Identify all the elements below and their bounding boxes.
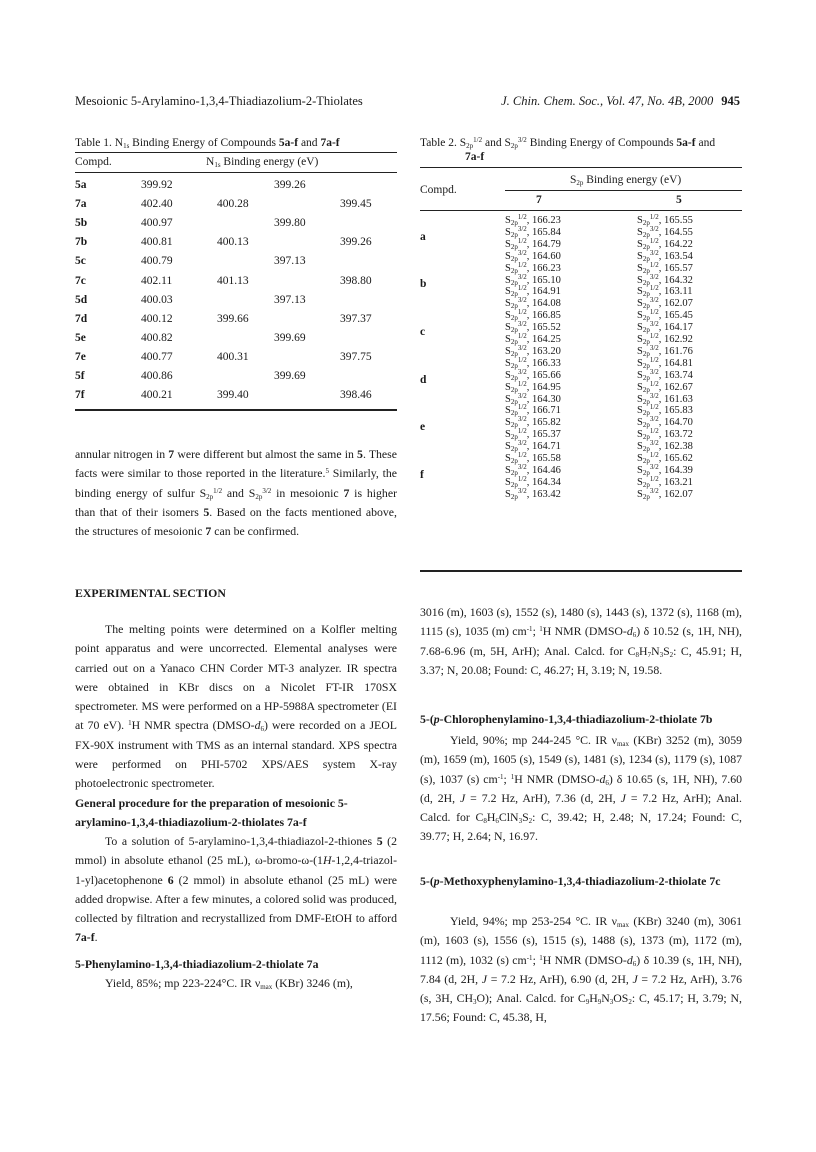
sulfur-binding-energy: $S_{2p}^{3/2}$, 164.32 <box>637 272 693 287</box>
sulfur-binding-energy: $S_{2p}^{1/2}$, 163.11 <box>637 284 693 299</box>
sulfur-binding-energy: $S_{2p}^{1/2}$, 165.37 <box>505 427 561 442</box>
sulfur-binding-energy: $S_{2p}^{3/2}$, 164.39 <box>637 462 693 477</box>
sulfur-binding-energy: $S_{2p}^{1/2}$, 165.58 <box>505 451 561 465</box>
col-header-subscript: 2p <box>576 179 584 187</box>
paragraph-general <box>75 832 397 948</box>
caption-compound: 7a-f <box>465 151 485 163</box>
paragraph-annular: annular nitrogen in 7 were different but almost the same in 5. These facts were similar to those reported in the literature.$^5$ Similarly, the binding energy of sulfur $S_{2p}^{1/2}$ and $S_{2p}^{3/2}$ in mesoionic 7 is higher than that of their isomers 5. Based on the facts mentioned above, the structures of mesoionic 7 can be confirmed. <box>75 447 397 539</box>
sulfur-binding-energy: $S_{2p}^{1/2}$, 165.55 <box>637 213 693 227</box>
binding-energy-value: 399.26 <box>274 179 306 191</box>
sulfur-binding-energy: $S_{2p}^{3/2}$, 164.17 <box>637 320 693 335</box>
caption-text: Binding Energy of Compounds <box>129 137 279 149</box>
paragraph-methods-text: The melting points were determined on a Kolfler melting point apparatus and were uncorrected. Elemental analyses were carried out on a Yanaco CHN Corder MT-3 analyzer. IR spectra were obtained in KBr discs on a Nicolet FT-IR 170SX spectrometer. MS were performed on a HP-5988A spectrometer (EI at 70 eV). $^1$H NMR spectra $(DMSO-d_6)$ were recorded on a JEOL FX-90X instrument with TMS as an internal standard. XPS spectra were performed on PHI-5702 XPS/AES system X-ray photoelectronic spectrometer. <box>75 622 397 791</box>
table1-row <box>75 255 397 271</box>
binding-energy-value: 397.13 <box>274 255 306 268</box>
sulfur-binding-energy: $S_{2p}^{1/2}$, 166.85 <box>505 308 561 323</box>
caption-compound: 7a-f <box>320 137 340 149</box>
table1-header-rule <box>75 172 397 173</box>
paragraph-7c-text: Yield, 94%; mp 253-254 °C. IR $\nu_{max}$ (KBr) 3240 (m), 3061 (m), 1603 (s), 1556 (s), 1515 (s), 1488 (s), 1373 (m), 1172 (m), 1112 (m), 1032 (s) $cm^{-1}$; $^1$H NMR $(DMSO-d_6)$ δ 10.39 (s, 1H, NH), 7.84 (d, 2H, J = 7.2 Hz, ArH), 6.90 (d, 2H, J = 7.2 Hz, ArH), 3.76 (s, 3H, $CH_3O$); Anal. Calcd. for $C_9H_9N_3OS_2$: C, 45.17; H, 3.79; N, 17.56; Found: C, 45.38, H, <box>420 914 743 1025</box>
table1-row <box>75 217 397 233</box>
sulfur-binding-energy: $S_{2p}^{3/2}$, 165.52 <box>505 320 561 335</box>
col-header-text: Binding energy (eV) <box>583 174 682 186</box>
binding-energy-value: 400.86 <box>141 370 173 382</box>
compound-label: f <box>420 468 424 481</box>
table2-caption <box>420 136 742 164</box>
binding-energy-value: 399.26 <box>340 236 372 249</box>
journal-citation: J. Chin. Chem. Soc., Vol. 47, No. 4B, 2000 <box>501 94 714 108</box>
sulfur-binding-energy: $S_{2p}^{1/2}$, 165.45 <box>637 308 693 323</box>
sulfur-binding-energy: $S_{2p}^{1/2}$, 162.92 <box>637 332 693 346</box>
heading-experimental: EXPERIMENTAL SECTION <box>75 586 226 600</box>
sulfur-binding-energy: $S_{2p}^{1/2}$, 165.62 <box>637 451 693 465</box>
binding-energy-value: 400.81 <box>141 236 173 249</box>
caption-subscript: 2p <box>466 142 474 150</box>
sulfur-binding-energy: $S_{2p}^{3/2}$, 165.82 <box>505 415 561 430</box>
table1-row <box>75 179 397 195</box>
table1-col-binding-energy <box>206 156 318 168</box>
sulfur-binding-energy: $S_{2p}^{3/2}$, 164.60 <box>505 248 561 263</box>
col-header-text: S <box>570 174 577 186</box>
col-header-text: N <box>206 156 215 168</box>
paragraph-7b <box>420 731 742 847</box>
sulfur-binding-energy: $S_{2p}^{3/2}$, 163.20 <box>505 343 561 358</box>
binding-energy-value: 400.13 <box>217 236 249 249</box>
table1-row <box>75 236 397 252</box>
binding-energy-value: 399.80 <box>274 217 306 230</box>
page-number: 945 <box>721 94 740 108</box>
table2-col-5: 5 <box>676 194 682 206</box>
binding-energy-value: 400.28 <box>217 198 249 211</box>
compound-label: 5e <box>75 331 86 344</box>
caption-text: and <box>298 137 321 149</box>
binding-energy-value: 400.82 <box>141 331 173 344</box>
binding-energy-value: 402.40 <box>141 198 173 211</box>
binding-energy-value: 400.77 <box>141 350 173 363</box>
table1-row <box>75 275 397 291</box>
sulfur-binding-energy: $S_{2p}^{1/2}$, 166.23 <box>505 213 561 227</box>
binding-energy-value: 399.40 <box>217 389 249 402</box>
sulfur-binding-energy: $S_{2p}^{1/2}$, 166.23 <box>505 260 561 275</box>
table1-row <box>75 370 397 386</box>
caption-compound: 5a-f <box>278 137 299 149</box>
table1-row <box>75 351 397 367</box>
sulfur-binding-energy: $S_{2p}^{3/2}$, 164.71 <box>505 439 561 454</box>
table1-row <box>75 294 397 310</box>
binding-energy-value: 397.13 <box>274 293 306 306</box>
table1-row <box>75 313 397 329</box>
sulfur-binding-energy: $S_{2p}^{1/2}$, 164.95 <box>505 379 561 394</box>
heading-7b: 5-(p-Chlorophenylamino-1,3,4-thiadiazolium-2-thiolate 7b <box>420 712 713 726</box>
sulfur-binding-energy: $S_{2p}^{1/2}$, 163.72 <box>637 427 693 442</box>
sulfur-binding-energy: $S_{2p}^{1/2}$, 164.91 <box>505 284 561 299</box>
binding-energy-value: 400.31 <box>217 350 249 363</box>
compound-label: 5a <box>75 179 87 191</box>
binding-energy-value: 401.13 <box>217 274 249 287</box>
binding-energy-value: 400.21 <box>141 389 173 402</box>
paragraph-7a-start-text: Yield, 85%; mp 223-224°C. IR $\nu_{max}$ (KBr) 3246 (m), <box>105 976 353 991</box>
sulfur-binding-energy: $S_{2p}^{3/2}$, 162.07 <box>637 296 693 311</box>
sulfur-binding-energy: $S_{2p}^{3/2}$, 164.70 <box>637 415 693 430</box>
compound-label: 5d <box>75 293 88 306</box>
sulfur-binding-energy: $S_{2p}^{3/2}$, 164.46 <box>505 462 561 477</box>
sulfur-binding-energy: $S_{2p}^{1/2}$, 164.81 <box>637 355 693 370</box>
heading-7a: 5-Phenylamino-1,3,4-thiadiazolium-2-thiolate 7a <box>75 957 319 971</box>
compound-label: d <box>420 373 427 386</box>
sulfur-binding-energy: $S_{2p}^{1/2}$, 165.83 <box>637 403 693 418</box>
caption-text: and S <box>482 137 511 149</box>
table1-row <box>75 198 397 214</box>
compound-label: a <box>420 230 426 243</box>
table1-caption <box>75 136 340 150</box>
sulfur-binding-energy: $S_{2p}^{3/2}$, 163.74 <box>637 367 693 382</box>
binding-energy-value: 398.46 <box>340 389 372 402</box>
caption-superscript: 1/2 <box>473 136 483 144</box>
compound-label: 5b <box>75 217 88 230</box>
caption-text: Table 1. N <box>75 137 124 149</box>
compound-label: c <box>420 326 426 339</box>
sulfur-binding-energy: $S_{2p}^{1/2}$, 164.79 <box>505 236 561 251</box>
sulfur-binding-energy: $S_{2p}^{1/2}$, 164.22 <box>637 236 693 251</box>
sulfur-binding-energy: $S_{2p}^{3/2}$, 164.55 <box>637 224 693 239</box>
binding-energy-value: 397.75 <box>340 350 372 363</box>
table1-top-rule <box>75 152 397 153</box>
binding-energy-value: 400.03 <box>141 293 173 306</box>
table2-top-rule <box>420 167 742 168</box>
compound-label: e <box>420 421 426 434</box>
binding-energy-value: 400.12 <box>141 312 173 325</box>
paragraph-7a-start <box>75 974 397 993</box>
compound-label: 5f <box>75 370 85 382</box>
table2-header-rule <box>420 210 742 211</box>
col-header-text: Binding energy (eV) <box>220 156 319 168</box>
running-header-journal <box>501 94 740 109</box>
sulfur-binding-energy: $S_{2p}^{3/2}$, 164.30 <box>505 391 561 406</box>
binding-energy-value: 399.66 <box>217 312 249 325</box>
sulfur-binding-energy: $S_{2p}^{3/2}$, 162.38 <box>637 439 693 454</box>
sulfur-binding-energy: $S_{2p}^{1/2}$, 162.67 <box>637 379 693 394</box>
paragraph-methods <box>75 620 397 794</box>
caption-compound: 5a-f <box>676 137 696 149</box>
compound-label: 7e <box>75 350 86 363</box>
table1-bottom-rule <box>75 409 397 411</box>
caption-superscript: 3/2 <box>517 136 527 144</box>
sulfur-binding-energy: $S_{2p}^{3/2}$, 161.63 <box>637 391 693 406</box>
table2-bottom-rule <box>420 570 742 572</box>
compound-label: b <box>420 278 427 291</box>
sulfur-binding-energy: $S_{2p}^{1/2}$, 166.71 <box>505 403 561 418</box>
table2-col-7: 7 <box>536 194 542 206</box>
heading-7c: 5-(p-Methoxyphenylamino-1,3,4-thiadiazolium-2-thiolate 7c <box>420 874 721 888</box>
sulfur-binding-energy: $S_{2p}^{3/2}$, 163.42 <box>505 486 561 501</box>
running-header-title: Mesoionic 5-Arylamino-1,3,4-Thiadiazolium-2-Thiolates <box>75 94 363 108</box>
sulfur-binding-energy: $S_{2p}^{3/2}$, 165.10 <box>505 272 561 287</box>
caption-subscript: 1s <box>123 142 130 150</box>
compound-label: 7a <box>75 198 87 211</box>
caption-text: Binding Energy of Compounds <box>526 137 677 149</box>
sulfur-binding-energy: $S_{2p}^{3/2}$, 161.76 <box>637 343 693 358</box>
sulfur-binding-energy: $S_{2p}^{1/2}$, 166.33 <box>505 355 561 370</box>
paragraph-7c <box>420 912 742 1028</box>
table1-row <box>75 332 397 348</box>
sulfur-binding-energy: $S_{2p}^{1/2}$, 164.34 <box>505 474 561 489</box>
table2-subheader-rule <box>505 190 742 191</box>
sulfur-binding-energy: $S_{2p}^{1/2}$, 165.57 <box>637 260 693 275</box>
compound-label: 7f <box>75 389 85 402</box>
binding-energy-value: 400.97 <box>141 217 173 230</box>
paragraph-7b-text: Yield, 90%; mp 244-245 °C. IR $\nu_{max}$ (KBr) 3252 (m), 3059 (m), 1659 (m), 1605 (s), 1549 (s), 1481 (s), 1234 (s), 1179 (s), 1087 (s), 1037 (s) $cm^{-1}$; $^1$H NMR $(DMSO-d_6)$ δ 10.65 (s, 1H, NH), 7.60 (d, 2H, J = 7.2 Hz, ArH), 7.36 (d, 2H, J = 7.2 Hz, ArH); Anal. Calcd. for $C_8H_6ClN_3S_2$: C, 39.42; H, 2.48; N, 17.24; Found: C, 39.77; H, 2.64; N, 16.97. <box>420 733 743 844</box>
binding-energy-value: 397.37 <box>340 312 372 325</box>
caption-text: and <box>695 137 716 149</box>
binding-energy-value: 399.92 <box>141 179 173 191</box>
caption-text: Table 2. S <box>420 137 467 149</box>
binding-energy-value: 399.69 <box>274 331 306 344</box>
binding-energy-value: 398.80 <box>340 274 372 287</box>
binding-energy-value: 400.79 <box>141 255 173 268</box>
heading-general-procedure: General procedure for the preparation of mesoionic 5-arylamino-1,3,4-thiadiazolium-2-thiolates 7a-f <box>75 796 348 830</box>
table1-row <box>75 389 397 405</box>
compound-label: 5c <box>75 255 86 268</box>
table2-col-binding-energy <box>570 174 681 186</box>
col-header-subscript: 1s <box>214 161 221 169</box>
sulfur-binding-energy: $S_{2p}^{3/2}$, 165.66 <box>505 367 561 382</box>
sulfur-binding-energy: $S_{2p}^{3/2}$, 164.08 <box>505 296 561 311</box>
table2-col-compd: Compd. <box>420 184 457 196</box>
sulfur-binding-energy: $S_{2p}^{3/2}$, 162.07 <box>637 486 693 501</box>
compound-label: 7b <box>75 236 88 249</box>
compound-label: 7d <box>75 312 88 325</box>
binding-energy-value: 402.11 <box>141 274 173 287</box>
compound-label: 7c <box>75 274 86 287</box>
paragraph-7a-cont: 3016 (m), 1603 (s), 1552 (s), 1480 (s), 1443 (s), 1372 (s), 1168 (m), 1115 (s), 1035 (m) $cm^{-1}$; $^1$H NMR $(DMSO-d_6)$ δ 10.52 (s, 1H, NH), 7.68-6.96 (m, 5H, ArH); Anal. Calcd. for $C_8H_7N_3S_2$: C, 45.91; H, 3.37; N, 20.08; Found: C, 46.27; H, 3.19; N, 19.58. <box>420 605 742 677</box>
sulfur-binding-energy: $S_{2p}^{3/2}$, 165.84 <box>505 224 561 239</box>
paragraph-general-text: To a solution of 5-arylamino-1,3,4-thiadiazol-2-thiones 5 (2 mmol) in absolute ethanol (25 mL), ω-bromo-ω-(1H-1,2,4-triazol-1-yl)acetophenone 6 (2 mmol) in absolute ethanol (25 mL) were added dropwise. After a few minutes, a colored solid was produced, collected by filtration and recrystallized from DMF-EtOH to afford 7a-f. <box>75 834 397 945</box>
sulfur-binding-energy: $S_{2p}^{3/2}$, 163.54 <box>637 248 693 263</box>
sulfur-binding-energy: $S_{2p}^{1/2}$, 163.21 <box>637 474 693 489</box>
sulfur-binding-energy: $S_{2p}^{1/2}$, 164.25 <box>505 332 561 346</box>
binding-energy-value: 399.69 <box>274 370 306 382</box>
table1-col-compd: Compd. <box>75 156 112 168</box>
caption-subscript: 2p <box>510 142 518 150</box>
binding-energy-value: 399.45 <box>340 198 372 211</box>
